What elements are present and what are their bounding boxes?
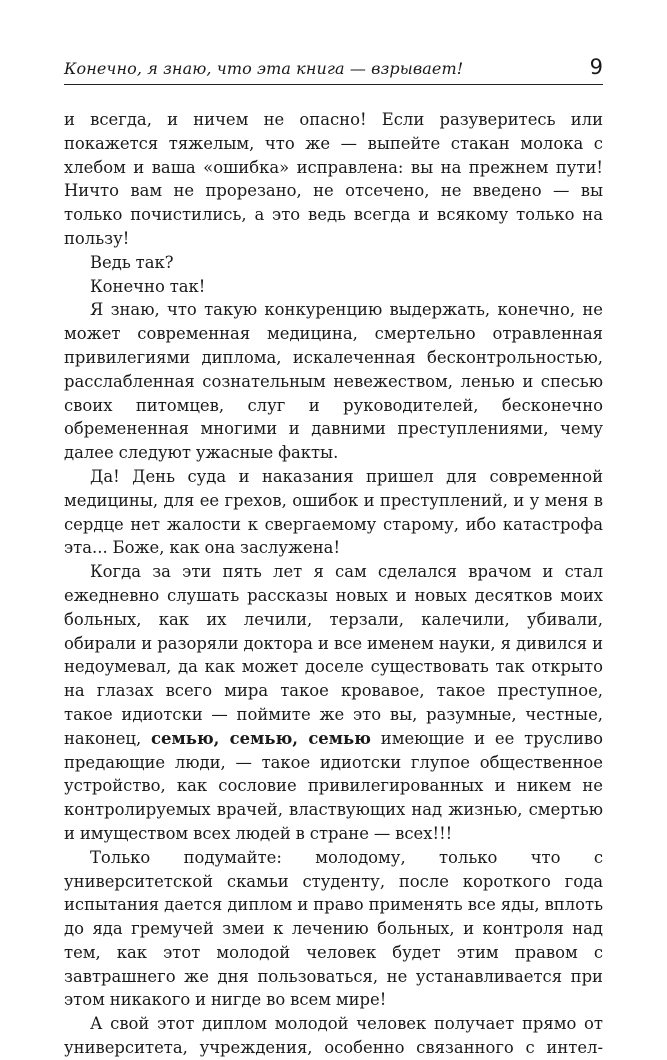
page-body [64,108,603,1060]
paragraph-young-student: Только подумайте: молодому, только что с университетской скамьи студенту, после короткого года испытания дается диплом и право применять все яды, вплоть до яда гремучей змеи к лечению больных, и контроля над тем, как этот молодой человек будет этим правом с завтрашнего же дня пользоваться, не устанавливается при этом никакого и нигде во всем мире! [64,847,603,1010]
paragraph-continuation: и всегда, и ничем не опасно! Если разуверитесь или покажется тяжелым, что же — выпейте стакан молока с хлебом и ваша «ошибка» исправлена: вы на прежнем пути! Ничто вам не прорезано, не отсечено, не введено — вы только почистились, а это ведь всегда и всякому только на пользу! [64,110,603,248]
paragraph-five-years [64,560,603,846]
page-number: 9 [589,55,603,79]
paragraph-question: Ведь так? [90,252,174,272]
running-title: Конечно, я знаю, что эта книга — взрывает! [64,59,464,78]
paragraph-text: имеющие и ее трусливо предающие люди, — такое идиотски глупое общественное устройство, как сословие привилегированных и никем не контролируемых врачей, властвующих над жизнью, смертью и имуществом всех людей в стране — всех!!! [64,728,603,843]
paragraph-diploma: А свой этот диплом молодой человек получает прямо от университета, учреждения, особенно связанного с интел- [64,1014,603,1058]
paragraph-answer: Конечно так! [90,276,206,296]
paragraph-competition: Я знаю, что такую конкуренцию выдержать, конечно, не может современная медицина, смертельно отравленная привилегиями диплома, искалеченная бесконтрольностью, расслабленная сознательным невежеством, ленью и спесью своих питомцев, слуг и руководителей, бесконечно обремененная многими и давними преступлениями, чему далее следуют ужасные факты. [64,300,603,463]
emphasis-family: семью, семью, семью [151,728,371,748]
paragraph-text: Когда за эти пять лет я сам сделался врачом и стал ежедневно слушать рассказы новых и новых десятков моих больных, как их лечили, терзали, калечили, убивали, обирали и разоряли доктора и все именем науки, я дивился и недоумевал, да как может доселе существовать так открыто на глазах всего мира такое кровавое, такое преступное, такое идиотски — поймите же это вы, разумные, честные, наконец, [64,562,603,748]
paragraph-judgment-day: Да! День суда и наказания пришел для современной медицины, для ее грехов, ошибок и преступлений, и у меня в сердце нет жалости к свергаемому старому, ибо катастрофа эта... Боже, как она заслужена! [64,466,603,558]
running-header [64,55,603,85]
